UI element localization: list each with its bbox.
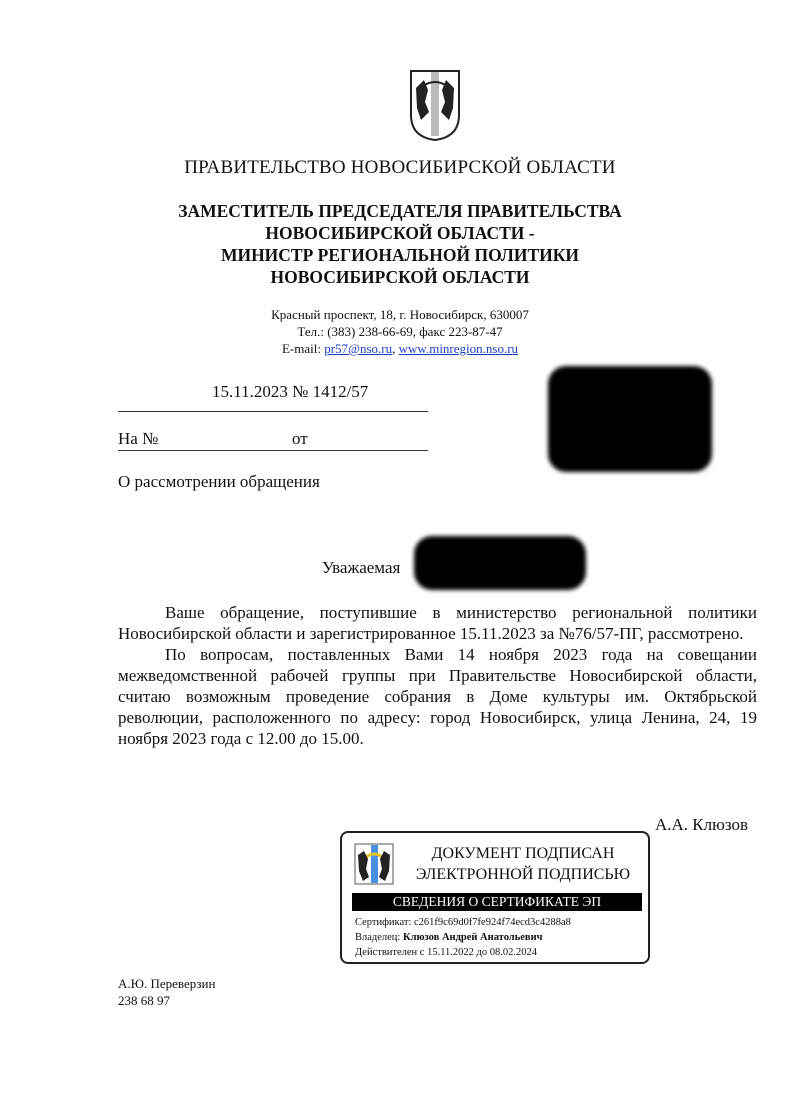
address: Красный проспект, 18, г. Новосибирск, 630007 [271,307,529,322]
signatory: А.А. Клюзов [655,815,748,834]
paragraph: Ваше обращение, поступившие в министерство региональной политики Новосибирской области и зарегистрированное 15.11.2023 за №76/57-ПГ, рассмотрено. [118,603,757,643]
ref-from: от [292,429,308,448]
validity: Действителен с 15.11.2022 до 08.02.2024 [355,947,538,958]
divider [118,450,428,451]
coat-of-arms-icon [354,843,394,890]
owner-label: Владелец: [355,932,403,943]
stamp-bar: СВЕДЕНИЯ О СЕРТИФИКАТЕ ЭП [352,893,642,911]
title-line: НОВОСИБИРСКОЙ ОБЛАСТИ [270,267,530,287]
letter-body [118,602,757,749]
stamp-line1: ДОКУМЕНТ ПОДПИСАН [431,845,615,862]
certificate: Сертификат: c261f9c69d0f7fe924f74ecd3c4288a8 [355,917,571,928]
separator: , [392,341,399,356]
subject: О рассмотрении обращения [118,472,320,491]
official-title [0,200,800,288]
ref-label: На № [118,429,159,448]
website-link[interactable]: www.minregion.nso.ru [398,341,519,356]
greeting: Уважаемая [322,558,401,577]
executor-phone: 238 68 97 [118,993,170,1008]
government-name: ПРАВИТЕЛЬСТВО НОВОСИБИРСКОЙ ОБЛАСТИ [184,157,616,178]
e-signature-stamp [340,831,650,964]
redacted-name [414,536,586,590]
title-line: ЗАМЕСТИТЕЛЬ ПРЕДСЕДАТЕЛЯ ПРАВИТЕЛЬСТВА [178,201,622,221]
paragraph: По вопросам, поставленных Вами 14 ноября 2023 года на совещании межведомственной рабочей группы при Правительстве Новосибирской области, считаю возможным проведение собрания в Доме культуры им. Октябрьской революции, расположенного по адресу: город Новосибирск, улица Ленина, 24, 19 ноября 2023 года с 12.00 до 15.00. [118,645,757,748]
executor-block [118,975,215,1009]
owner: Клюзов Андрей Анатольевич [402,932,543,943]
stamp-line2: ЭЛЕКТРОННОЙ ПОДПИСЬЮ [415,866,631,883]
divider [118,411,428,412]
date-number: 15.11.2023 № 1412/57 [212,382,369,401]
title-line: НОВОСИБИРСКОЙ ОБЛАСТИ - [265,223,535,243]
coat-of-arms [408,68,462,142]
title-line: МИНИСТР РЕГИОНАЛЬНОЙ ПОЛИТИКИ [220,245,580,265]
contact-block [0,306,800,357]
executor-name: А.Ю. Переверзин [118,976,216,991]
email-link[interactable]: pr57@nso.ru [324,341,393,356]
phone: Тел.: (383) 238-66-69, факс 223-87-47 [297,324,503,339]
redacted-recipient [548,366,712,472]
email-label: E-mail: [281,341,325,356]
